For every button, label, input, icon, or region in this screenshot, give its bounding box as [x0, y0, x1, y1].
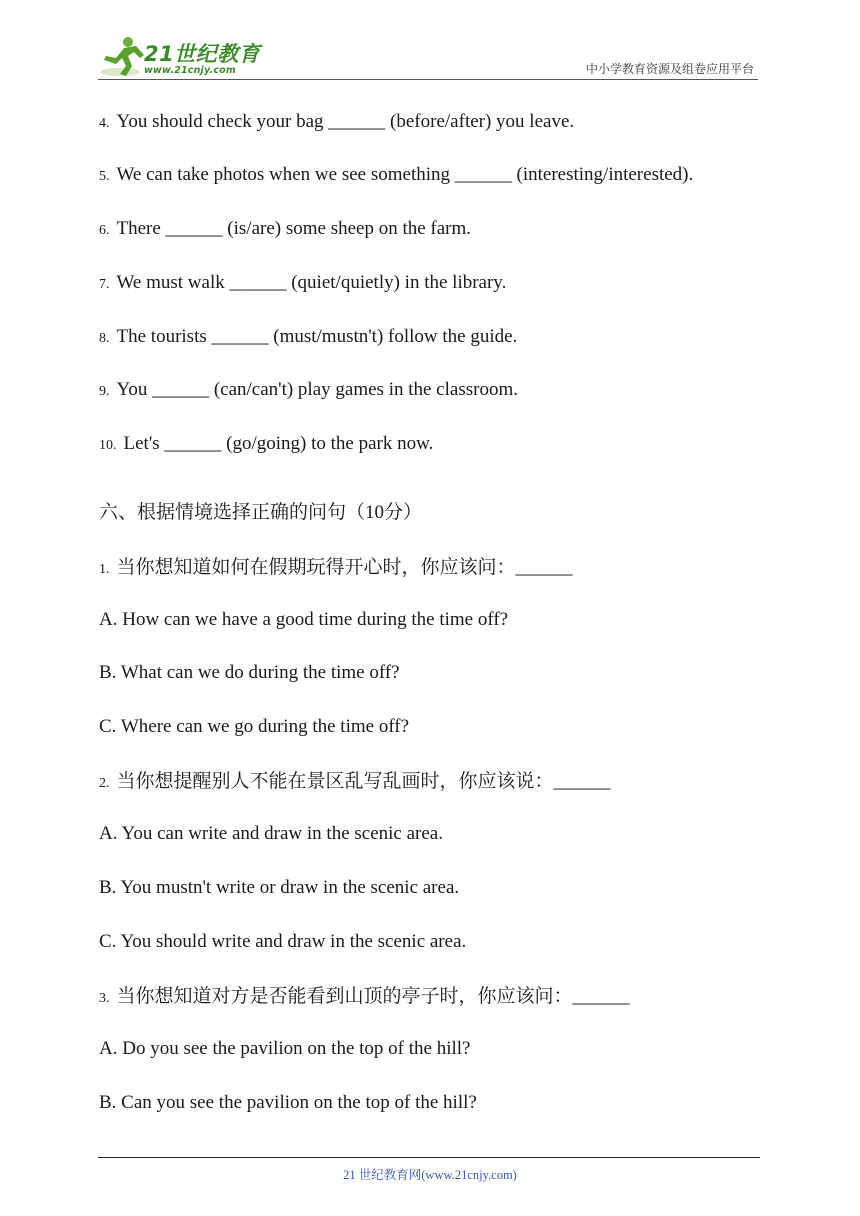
question-prompt: 1. 当你想知道如何在假期玩得开心时，你应该问：______: [99, 556, 573, 578]
list-item: 9. You ______ (can/can't) play games in the classroom.: [99, 379, 518, 400]
runner-logo-icon: [98, 34, 146, 78]
header-divider: [98, 79, 758, 80]
footer-link[interactable]: 21 世纪教育网(www.21cnjy.com): [343, 1168, 517, 1182]
list-item: 5. We can take photos when we see something ______ (interesting/interested).: [99, 164, 694, 185]
option-item: A. Do you see the pavilion on the top of the hill?: [99, 1038, 471, 1059]
page-header: [98, 30, 758, 80]
site-logo: [98, 34, 268, 78]
logo-url: www.21cnjy.com: [144, 65, 236, 76]
question-prompt: 3. 当你想知道对方是否能看到山顶的亭子时，你应该问：______: [99, 985, 630, 1007]
list-item: 6. There ______ (is/are) some sheep on the farm.: [99, 218, 472, 239]
option-item: B. You mustn't write or draw in the scenic area.: [99, 877, 460, 898]
question-prompt: 2. 当你想提醒别人不能在景区乱写乱画时，你应该说：______: [99, 770, 611, 792]
list-item: 8. The tourists ______ (must/mustn't) follow the guide.: [99, 326, 518, 347]
option-item: B. Can you see the pavilion on the top of the hill?: [99, 1092, 477, 1113]
logo-text: 21世纪教育: [144, 42, 261, 66]
header-platform-text: 中小学教育资源及组卷应用平台: [585, 62, 754, 76]
option-item: A. How can we have a good time during the time off?: [99, 609, 509, 630]
option-item: A. You can write and draw in the scenic area.: [99, 823, 443, 844]
list-item: 7. We must walk ______ (quiet/quietly) in the library.: [99, 272, 507, 293]
footer-divider: [98, 1157, 760, 1158]
option-item: C. You should write and draw in the scenic area.: [99, 931, 467, 952]
option-item: B. What can we do during the time off?: [99, 662, 400, 683]
option-item: C. Where can we go during the time off?: [99, 716, 410, 737]
list-item: 4. You should check your bag ______ (before/after) you leave.: [99, 111, 575, 132]
list-item: 10. Let's ______ (go/going) to the park now.: [99, 433, 434, 454]
section-heading: 六、根据情境选择正确的问句（10分）: [99, 501, 423, 523]
